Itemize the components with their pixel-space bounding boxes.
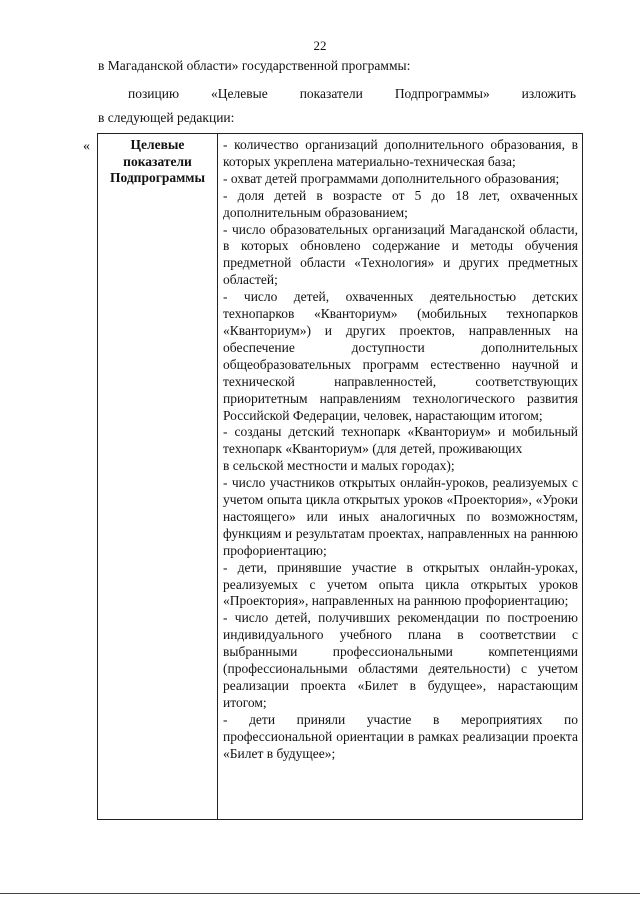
indicator-item: - доля детей в возрасте от 5 до 18 лет, охваченных дополнительным образованием; [223,187,578,220]
intro-word: изложить [521,86,576,101]
intro-line-3: в следующей редакции: [98,110,235,125]
indicator-item: - количество организаций дополнительного образования, в которых укреплена материально-техническая база; [223,137,578,169]
opening-quote: « [83,139,90,154]
table-content-cell [218,134,582,819]
indicator-item: - число детей, получивших рекомендации по построению индивидуального учебного плана в соответствии с выбранными профессиональными компетенциями (профессиональными областями деятельности) с учетом реализации проекта «Билет в будущее», нарастающим итогом; [223,610,578,710]
indicators-table [97,133,583,820]
indicator-item: - охват детей программами дополнительного образования; [223,170,560,186]
indicator-item: - число участников открытых онлайн-уроков, реализуемых с учетом опыта цикла открытых уроков «Проектория», «Уроки настоящего» или иных аналогичных по возможностям, функциям и результатам проектах, направленных на раннюю профориентацию; [223,475,578,558]
header-line: Целевые [130,137,185,152]
indicator-item: - созданы детский технопарк «Кванториум» и мобильный технопарк «Кванториум» (для детей, проживающих [223,424,578,457]
indicator-item: - число детей, охваченных деятельностью детских технопарков «Кванториум» (мобильных технопарков «Кванториум») и других проектов, направленных на обеспечение доступности дополнительных общеобразовательных программ естественно научной и технической направленностей, соответствующих приоритетным направлениям технологического развития Российской Федерации, человек, нарастающим итогом; [223,289,578,423]
intro-line-1: в Магаданской области» государственной программы: [98,58,411,73]
page-number: 22 [313,38,327,53]
table-header-cell [98,134,218,819]
intro-line-2 [128,85,576,102]
intro-word: «Целевые [211,86,268,101]
indicator-item: - дети, принявшие участие в открытых онлайн-уроках, реализуемых с учетом опыта цикла открытых уроков «Проектория», направленных на раннюю профориентацию; [223,559,578,609]
indicator-item: в сельской местности и малых городах); [223,458,455,474]
indicator-item: - число образовательных организаций Магаданской области, в которых обновлено содержание и методы обучения предметной области «Технология» и других предметных областей; [223,221,578,288]
intro-word: Подпрограммы» [394,86,490,101]
footer-divider [0,893,640,894]
header-line: Подпрограммы [109,170,206,185]
indicator-item: - дети приняли участие в мероприятиях по профессиональной ориентации в рамках реализации проекта «Билет в будущее»; [223,711,578,761]
header-line: показатели [123,153,192,169]
intro-word: позицию [128,86,180,101]
intro-word: показатели [299,86,363,101]
